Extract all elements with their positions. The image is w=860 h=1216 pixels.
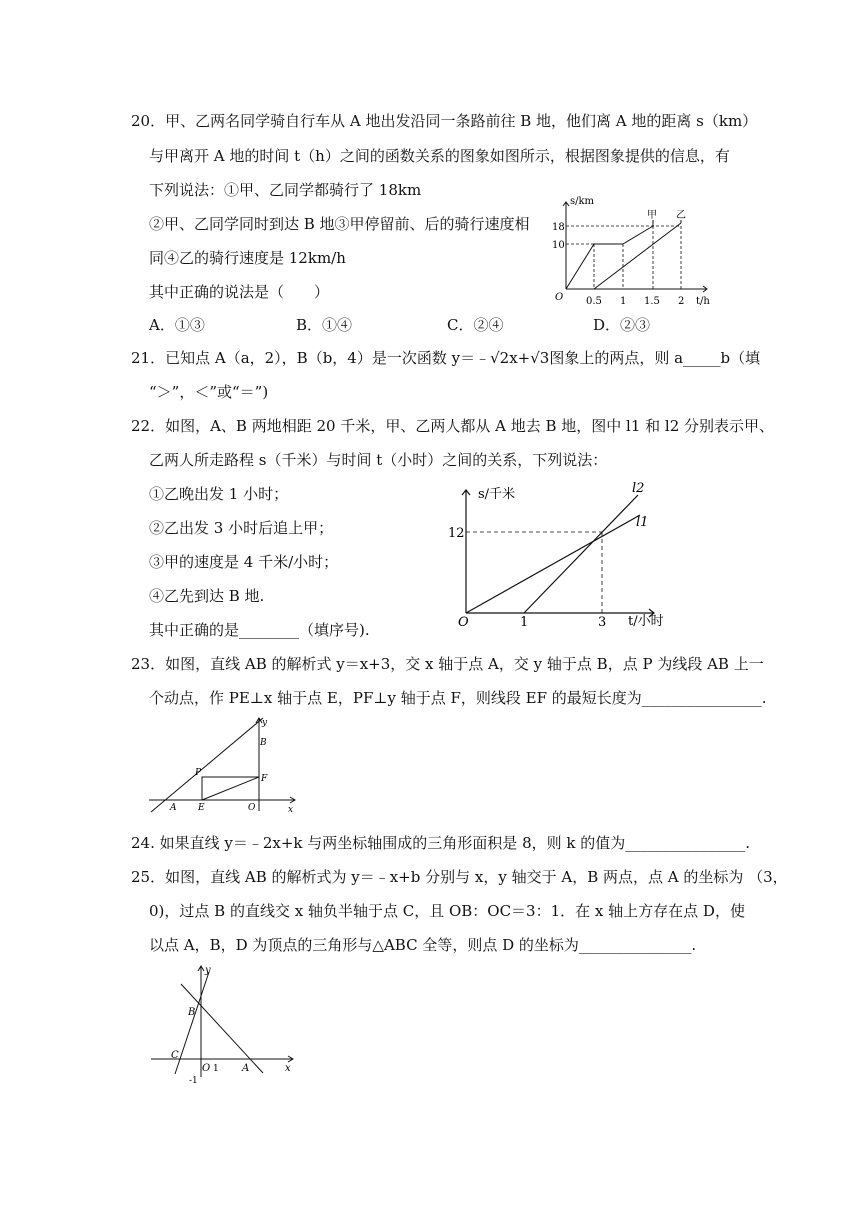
- q22-answer-line: 其中正确的是________（填序号).: [149, 621, 370, 639]
- q20-line-3: 下列说法：①甲、乙同学都骑行了 18km: [149, 181, 422, 199]
- q22-ylabel: s/千米: [478, 487, 516, 502]
- q22-xlabel: t/小时: [628, 614, 664, 628]
- q23-label-E: E: [198, 803, 205, 813]
- q22-statement-1: ①乙晚出发 1 小时；: [149, 485, 289, 503]
- q22-statement-3: ③甲的速度是 4 千米/小时；: [149, 553, 339, 571]
- q20-line-5: 同④乙的骑行速度是 12km/h: [149, 249, 346, 267]
- q25-graph: [145, 962, 305, 1090]
- q25-label-A: A: [242, 1063, 250, 1074]
- q20-xtick-1: 1: [620, 296, 627, 307]
- q20-graph: [552, 196, 712, 308]
- q23-label-O: O: [248, 803, 256, 813]
- q25-label-x: x: [285, 1063, 291, 1074]
- q20-label-yi: 乙: [676, 210, 686, 221]
- q22-ytick-12: 12: [448, 526, 465, 541]
- q20-option-d: D．②③: [593, 316, 651, 334]
- q24-line-1: 24. 如果直线 y＝﹣2x+k 与两坐标轴围成的三角形面积是 8，则 k 的值为________________.: [131, 834, 751, 852]
- q20-xlabel: t/h: [696, 296, 710, 307]
- q25-label-y: y: [205, 965, 211, 976]
- q23-line-1: 23．如图，直线 AB 的解析式 y＝x+3，交 x 轴于点 A，交 y 轴于点 B，点 P 为线段 AB 上一: [131, 655, 764, 673]
- q23-line-2: 个动点，作 PE⊥x 轴于点 E，PF⊥y 轴于点 F，则线段 EF 的最短长度为________________.: [149, 689, 767, 707]
- q23-label-P: P: [195, 768, 202, 778]
- q20-option-b: B．①④: [296, 316, 353, 334]
- q22-label-l1: l1: [636, 515, 649, 530]
- q21-line-1: 21．已知点 A（a，2），B（b，4）是一次函数 y＝﹣√2x+√3图象上的两点，则 a_____b（填: [131, 349, 761, 367]
- q20-label-jia: 甲: [647, 210, 657, 221]
- q25-label-1: 1: [213, 1064, 219, 1074]
- q23-label-y: y: [262, 718, 268, 728]
- q23-label-B: B: [260, 738, 267, 748]
- q20-ytick-18: 18: [552, 222, 565, 233]
- q23-label-A: A: [170, 803, 177, 813]
- q23-label-x: x: [288, 805, 294, 815]
- q25-label-neg1: -1: [189, 1076, 198, 1086]
- q22-origin: O: [458, 615, 469, 628]
- q20-option-a: A．①③: [149, 316, 205, 334]
- q20-ylabel: s/km: [570, 196, 595, 207]
- q25-label-O: O: [202, 1063, 211, 1074]
- q25-line-2: 0)，过点 B 的直线交 x 轴负半轴于点 C，且 OB：OC＝3：1．在 x 轴上方存在点 D，使: [149, 902, 745, 920]
- q25-label-B: B: [188, 1007, 196, 1018]
- q22-xtick-3: 3: [598, 615, 607, 628]
- q20-xtick-1.5: 1.5: [644, 296, 660, 307]
- q22-graph: [444, 478, 670, 628]
- q23-label-F: F: [261, 774, 268, 784]
- q23-graph: [145, 715, 300, 815]
- q20-line-1: 20．甲、乙两名同学骑自行车从 A 地出发沿同一条路前往 B 地，他们离 A 地的距离 s（km）: [131, 112, 758, 130]
- q20-xtick-2: 2: [678, 296, 685, 307]
- q22-line-2: 乙两人所走路程 s（千米）与时间 t（小时）之间的关系，下列说法：: [149, 451, 608, 469]
- q20-line-6: 其中正确的说法是（ ）: [149, 283, 330, 301]
- q22-xtick-1: 1: [520, 615, 529, 628]
- q20-option-c: C．②④: [447, 316, 504, 334]
- q25-line-3: 以点 A，B，D 为顶点的三角形与△ABC 全等，则点 D 的坐标为_______________.: [149, 936, 697, 954]
- q22-label-l2: l2: [632, 481, 645, 496]
- q20-origin: O: [555, 292, 564, 303]
- q20-ytick-10: 10: [552, 240, 565, 251]
- q25-line-1: 25．如图，直线 AB 的解析式为 y＝﹣x+b 分别与 x，y 轴交于 A，B 两点，点 A 的坐标为 （3，: [131, 868, 788, 886]
- q22-line-1: 22．如图，A、B 两地相距 20 千米，甲、乙两人都从 A 地去 B 地，图中 l1 和 l2 分别表示甲、: [131, 417, 775, 435]
- q25-label-C: C: [171, 1050, 179, 1061]
- q20-line-4: ②甲、乙同学同时到达 B 地③甲停留前、后的骑行速度相: [149, 215, 530, 233]
- q21-line-2: “＞”，＜”或“＝”): [149, 383, 269, 401]
- q20-line-2: 与甲离开 A 地的时间 t（h）之间的函数关系的图象如图所示，根据图象提供的信息，有: [149, 147, 730, 165]
- q20-xtick-0.5: 0.5: [586, 296, 602, 307]
- q22-statement-2: ②乙出发 3 小时后追上甲；: [149, 519, 334, 537]
- q22-statement-4: ④乙先到达 B 地.: [149, 587, 265, 605]
